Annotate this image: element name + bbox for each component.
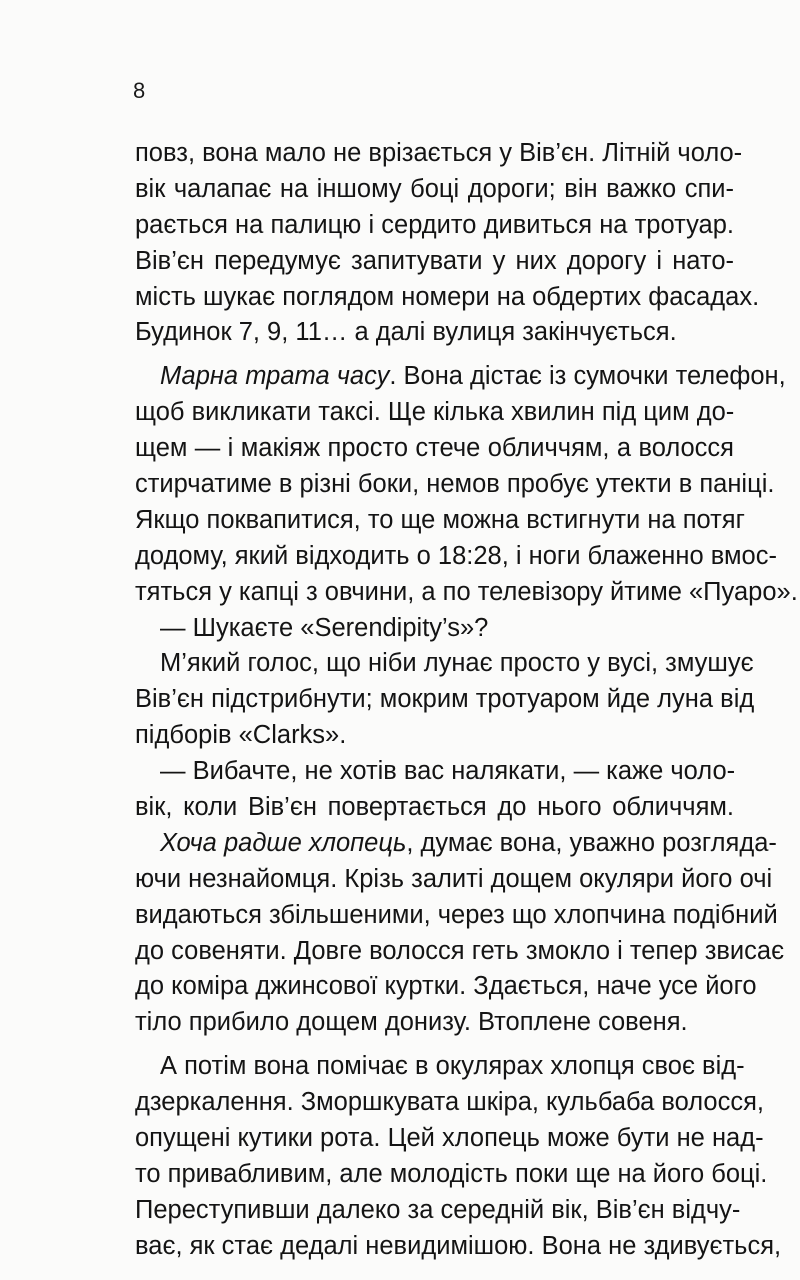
text-line: — Шукаєте «Serendipity’s»? [160,613,489,642]
text-line: стирчатиме в різні боки, немов пробує утекти в паніці. [135,470,775,499]
text-line: М’який голос, що ніби лунає просто у вусі, змушує [160,649,754,678]
text-line: видаються збільшеними, через що хлопчина подібний [135,900,778,929]
body-text [135,136,798,1265]
text-line [135,826,777,862]
text-line: Якщо поквапитися, то ще можна встигнути на потяг [135,505,745,534]
text-line: додому, який відходить о 18:28, і ноги блаженно вмос- [135,541,777,570]
paragraph-gap [135,1041,734,1049]
text-line: то привабливим, але молодість поки ще на його боці. [135,1159,768,1188]
text-line: вік, коли Вів’єн повертається до нього обличчям. [135,793,734,822]
text-line: тіло прибило дощем донизу. Втоплене совеня. [135,1008,688,1037]
text-line: опущені кутики рота. Цей хлопець може бути не над- [135,1124,764,1153]
text-line: ючи незнайомця. Крізь залиті дощем окуляри його очі [135,864,773,893]
text-line: до совеняти. Довге волосся геть змокло і тепер звисає [135,936,785,965]
text-line: Будинок 7, 9, 11… а далі вулиця закінчується. [135,318,677,347]
text-line: ває, як стає дедалі невидимішою. Вона не здивується, [135,1231,782,1260]
text-line: — Вибачте, не хотів вас налякати, — каже чоло- [160,757,736,786]
italic-phrase: Марна трата часу [160,362,390,391]
text-line: тяться у капці з овчини, а по телевізору йтиме «Пуаро». [135,577,798,606]
text-line: рається на палицю і сердито дивиться на тротуар. [135,210,734,239]
text-line: Вів’єн підстрибнути; мокрим тротуаром йде луна від [135,685,755,714]
text-line: повз, вона мало не врізається у Вів’єн. Літній чоло- [135,139,743,167]
text-line [135,359,786,395]
text-line: до коміра джинсової куртки. Здається, наче усе його [135,972,757,1001]
text-line: мість шукає поглядом номери на обдертих фасадах. [135,282,760,311]
page-number: 8 [133,78,146,103]
text-run: . Вона дістає із сумочки телефон, [389,362,786,391]
text-line: щем — і макіяж просто стече обличчям, а волосся [135,434,734,463]
paragraph-gap [135,351,734,359]
text-line: вік чалапає на іншому боці дороги; він важко спи- [135,174,734,203]
text-line: Переступивши далеко за середній вік, Вів’єн відчу- [135,1195,741,1224]
text-line: підборів «Clarks». [135,721,347,750]
text-line: А потім вона помічає в окулярах хлопця своє від- [160,1052,745,1081]
text-line: щоб викликати таксі. Ще кілька хвилин під цим до- [135,398,735,427]
italic-phrase: Хоча радше хлопець [160,828,407,857]
text-run: , думає вона, уважно розгляда- [406,828,777,857]
text-line: дзеркалення. Зморшкувата шкіра, кульбаба волосся, [135,1088,764,1117]
text-line: Вів’єн передумує запитувати у них дорогу і нато- [135,246,734,275]
